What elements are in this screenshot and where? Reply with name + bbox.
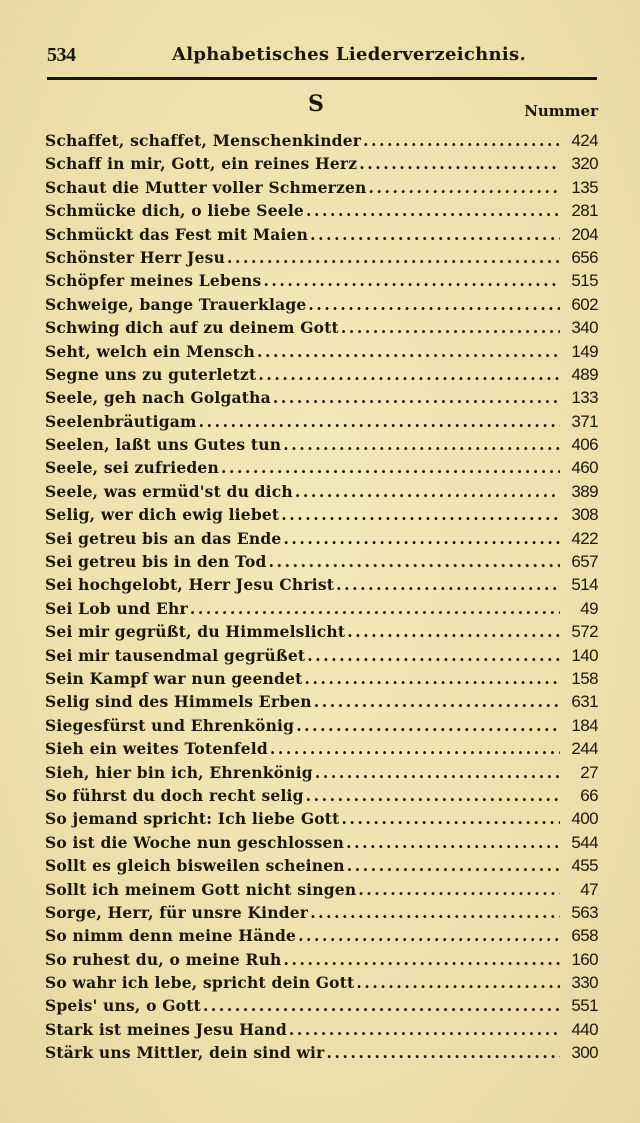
hymn-title: Sieh, hier bin ich, Ehrenkönig (45, 762, 313, 782)
index-entry (45, 973, 598, 996)
hymn-title: Sei Lob und Ehr (45, 598, 188, 618)
hymn-title: Sollt ich meinem Gott nicht singen (45, 879, 357, 899)
page-number: 534 (47, 44, 76, 66)
dot-leader (227, 248, 560, 267)
dot-leader (306, 201, 560, 220)
index-entry (45, 435, 598, 458)
hymn-number: 657 (571, 552, 598, 572)
dot-leader (326, 1043, 560, 1062)
hymn-title: So führst du doch recht selig (45, 785, 304, 805)
hymn-number: 49 (580, 598, 598, 618)
dot-leader (358, 880, 560, 899)
dot-leader (369, 178, 560, 197)
dot-leader (314, 692, 560, 711)
dot-leader (289, 1020, 560, 1039)
hymn-number: 406 (571, 435, 598, 455)
hymn-number: 308 (571, 505, 598, 525)
index-entry (45, 669, 598, 692)
hymn-title: Seelenbräutigam (45, 411, 197, 431)
dot-leader (263, 271, 560, 290)
hymn-title: Seht, welch ein Mensch (45, 341, 256, 361)
dot-leader (281, 505, 560, 524)
index-entry (45, 388, 598, 411)
hymn-number: 455 (571, 856, 598, 876)
index-entry (45, 318, 598, 341)
hymn-number: 160 (571, 949, 598, 969)
hymn-title: Sei getreu bis in den Tod (45, 552, 267, 572)
dot-leader (342, 809, 560, 828)
index-entry (45, 880, 598, 903)
hymn-title: Schönster Herr Jesu (45, 247, 226, 267)
index-entry (45, 131, 598, 154)
page-header (47, 44, 597, 72)
dot-leader (346, 833, 560, 852)
hymn-title: So jemand spricht: Ich liebe Gott (45, 809, 340, 829)
hymn-number: 489 (571, 364, 598, 384)
index-entry (45, 412, 598, 435)
running-title: Alphabetisches Liederverzeichnis. (172, 44, 527, 65)
dot-leader (273, 388, 560, 407)
dot-leader (283, 529, 560, 548)
hymn-title: Siegesfürst und Ehrenkönig (45, 715, 295, 735)
hymn-number: 514 (571, 575, 598, 595)
hymn-title: Sei mir gegrüßt, du Himmelslicht (45, 622, 346, 642)
hymn-title: Seele, sei zufrieden (45, 458, 219, 478)
hymn-number: 515 (571, 271, 598, 291)
index-entry (45, 295, 598, 318)
hymn-title: Schweige, bange Trauerklage (45, 294, 307, 314)
dot-leader (304, 669, 560, 688)
hymn-number: 602 (571, 294, 598, 314)
hymn-number: 460 (571, 458, 598, 478)
index-entry (45, 950, 598, 973)
index-entry (45, 225, 598, 248)
hymn-number: 135 (571, 177, 598, 197)
hymn-title: Schaut die Mutter voller Schmerzen (45, 177, 367, 197)
hymn-number: 544 (571, 832, 598, 852)
hymn-number: 400 (571, 809, 598, 829)
index-entry (45, 201, 598, 224)
dot-leader (269, 552, 560, 571)
hymn-index-list (45, 131, 598, 1067)
hymn-title: Schaffet, schaffet, Menschenkinder (45, 131, 362, 150)
hymn-number: 300 (571, 1043, 598, 1063)
hymn-title: Schwing dich auf zu deinem Gott (45, 318, 339, 338)
dot-leader (284, 950, 560, 969)
hymn-number: 424 (571, 131, 598, 150)
dot-leader (307, 646, 560, 665)
dot-leader (347, 622, 560, 641)
index-entry (45, 1043, 598, 1066)
hymn-title: Seelen, laßt uns Gutes tun (45, 435, 282, 455)
index-entry (45, 505, 598, 528)
hymn-number: 389 (571, 481, 598, 501)
hymn-number: 184 (571, 715, 598, 735)
hymn-number: 371 (571, 411, 598, 431)
hymn-title: Sein Kampf war nun geendet (45, 668, 303, 688)
index-entry (45, 575, 598, 598)
index-entry (45, 926, 598, 949)
hymn-number: 656 (571, 247, 598, 267)
index-entry (45, 833, 598, 856)
hymn-title: Stark ist meines Jesu Hand (45, 1019, 287, 1039)
dot-leader (315, 763, 560, 782)
hymn-title: So ruhest du, o meine Ruh (45, 949, 282, 969)
dot-leader (258, 365, 560, 384)
hymn-title: Sei hochgelobt, Herr Jesu Christ (45, 575, 335, 595)
dot-leader (257, 342, 560, 361)
dot-leader (295, 482, 560, 501)
dot-leader (359, 154, 560, 173)
hymn-number: 204 (571, 224, 598, 244)
hymn-number: 340 (571, 318, 598, 338)
hymn-number: 563 (571, 902, 598, 922)
index-entry (45, 786, 598, 809)
index-entry (45, 552, 598, 575)
hymn-title: Speis' uns, o Gott (45, 996, 201, 1016)
index-entry (45, 763, 598, 786)
hymn-title: Sieh ein weites Totenfeld (45, 739, 268, 759)
index-entry (45, 178, 598, 201)
number-column-header: Nummer (524, 102, 598, 120)
hymn-title: Schaff in mir, Gott, ein reines Herz (45, 154, 358, 174)
hymn-title: So wahr ich lebe, spricht dein Gott (45, 973, 355, 993)
hymn-number: 47 (580, 879, 598, 899)
dot-leader (347, 856, 560, 875)
index-entry (45, 996, 598, 1019)
dot-leader (336, 575, 560, 594)
dot-leader (310, 225, 560, 244)
hymn-title: Sei mir tausendmal gegrüßet (45, 645, 306, 665)
index-entry (45, 1020, 598, 1043)
hymn-number: 281 (571, 201, 598, 221)
index-entry (45, 248, 598, 271)
index-entry (45, 482, 598, 505)
hymn-title: Selig, wer dich ewig liebet (45, 505, 280, 525)
index-entry (45, 599, 598, 622)
index-entry (45, 856, 598, 879)
hymn-number: 244 (571, 739, 598, 759)
hymn-title: Schmücke dich, o liebe Seele (45, 201, 304, 221)
hymn-number: 440 (571, 1019, 598, 1039)
hymn-number: 320 (571, 154, 598, 174)
hymn-number: 66 (580, 785, 598, 805)
index-entry (45, 646, 598, 669)
hymn-title: Segne uns zu guterletzt (45, 364, 257, 384)
index-entry (45, 271, 598, 294)
dot-leader (283, 435, 560, 454)
hymn-title: Stärk uns Mittler, dein sind wir (45, 1043, 325, 1063)
hymn-number: 27 (580, 762, 598, 782)
dot-leader (270, 739, 560, 758)
dot-leader (203, 996, 560, 1015)
dot-leader (341, 318, 560, 337)
hymn-title: Selig sind des Himmels Erben (45, 692, 312, 712)
hymn-number: 158 (571, 668, 598, 688)
hymn-title: Sorge, Herr, für unsre Kinder (45, 902, 309, 922)
index-entry (45, 458, 598, 481)
index-entry (45, 903, 598, 926)
hymn-number: 422 (571, 528, 598, 548)
dot-leader (363, 131, 560, 150)
hymn-title: Schmückt das Fest mit Maien (45, 224, 309, 244)
index-entry (45, 692, 598, 715)
dot-leader (308, 295, 560, 314)
dot-leader (306, 786, 560, 805)
dot-leader (356, 973, 560, 992)
hymn-number: 551 (571, 996, 598, 1016)
header-rule (47, 77, 597, 80)
index-entry (45, 622, 598, 645)
index-entry (45, 739, 598, 762)
dot-leader (190, 599, 560, 618)
index-entry (45, 716, 598, 739)
hymn-number: 133 (571, 388, 598, 408)
index-entry (45, 154, 598, 177)
dot-leader (298, 926, 560, 945)
index-entry (45, 809, 598, 832)
section-letter: S (308, 91, 324, 117)
hymn-number: 658 (571, 926, 598, 946)
hymn-title: Sei getreu bis an das Ende (45, 528, 282, 548)
index-entry (45, 365, 598, 388)
dot-leader (221, 458, 560, 477)
hymn-title: So nimm denn meine Hände (45, 926, 297, 946)
index-entry (45, 342, 598, 365)
hymn-title: Seele, was ermüd'st du dich (45, 481, 293, 501)
dot-leader (296, 716, 560, 735)
index-entry (45, 529, 598, 552)
hymn-number: 330 (571, 973, 598, 993)
hymn-number: 572 (571, 622, 598, 642)
hymn-number: 149 (571, 341, 598, 361)
hymn-number: 631 (571, 692, 598, 712)
hymn-title: So ist die Woche nun geschlossen (45, 832, 345, 852)
hymn-title: Seele, geh nach Golgatha (45, 388, 271, 408)
dot-leader (310, 903, 560, 922)
hymn-title: Sollt es gleich bisweilen scheinen (45, 856, 345, 876)
hymn-title: Schöpfer meines Lebens (45, 271, 262, 291)
dot-leader (199, 412, 560, 431)
hymn-number: 140 (571, 645, 598, 665)
